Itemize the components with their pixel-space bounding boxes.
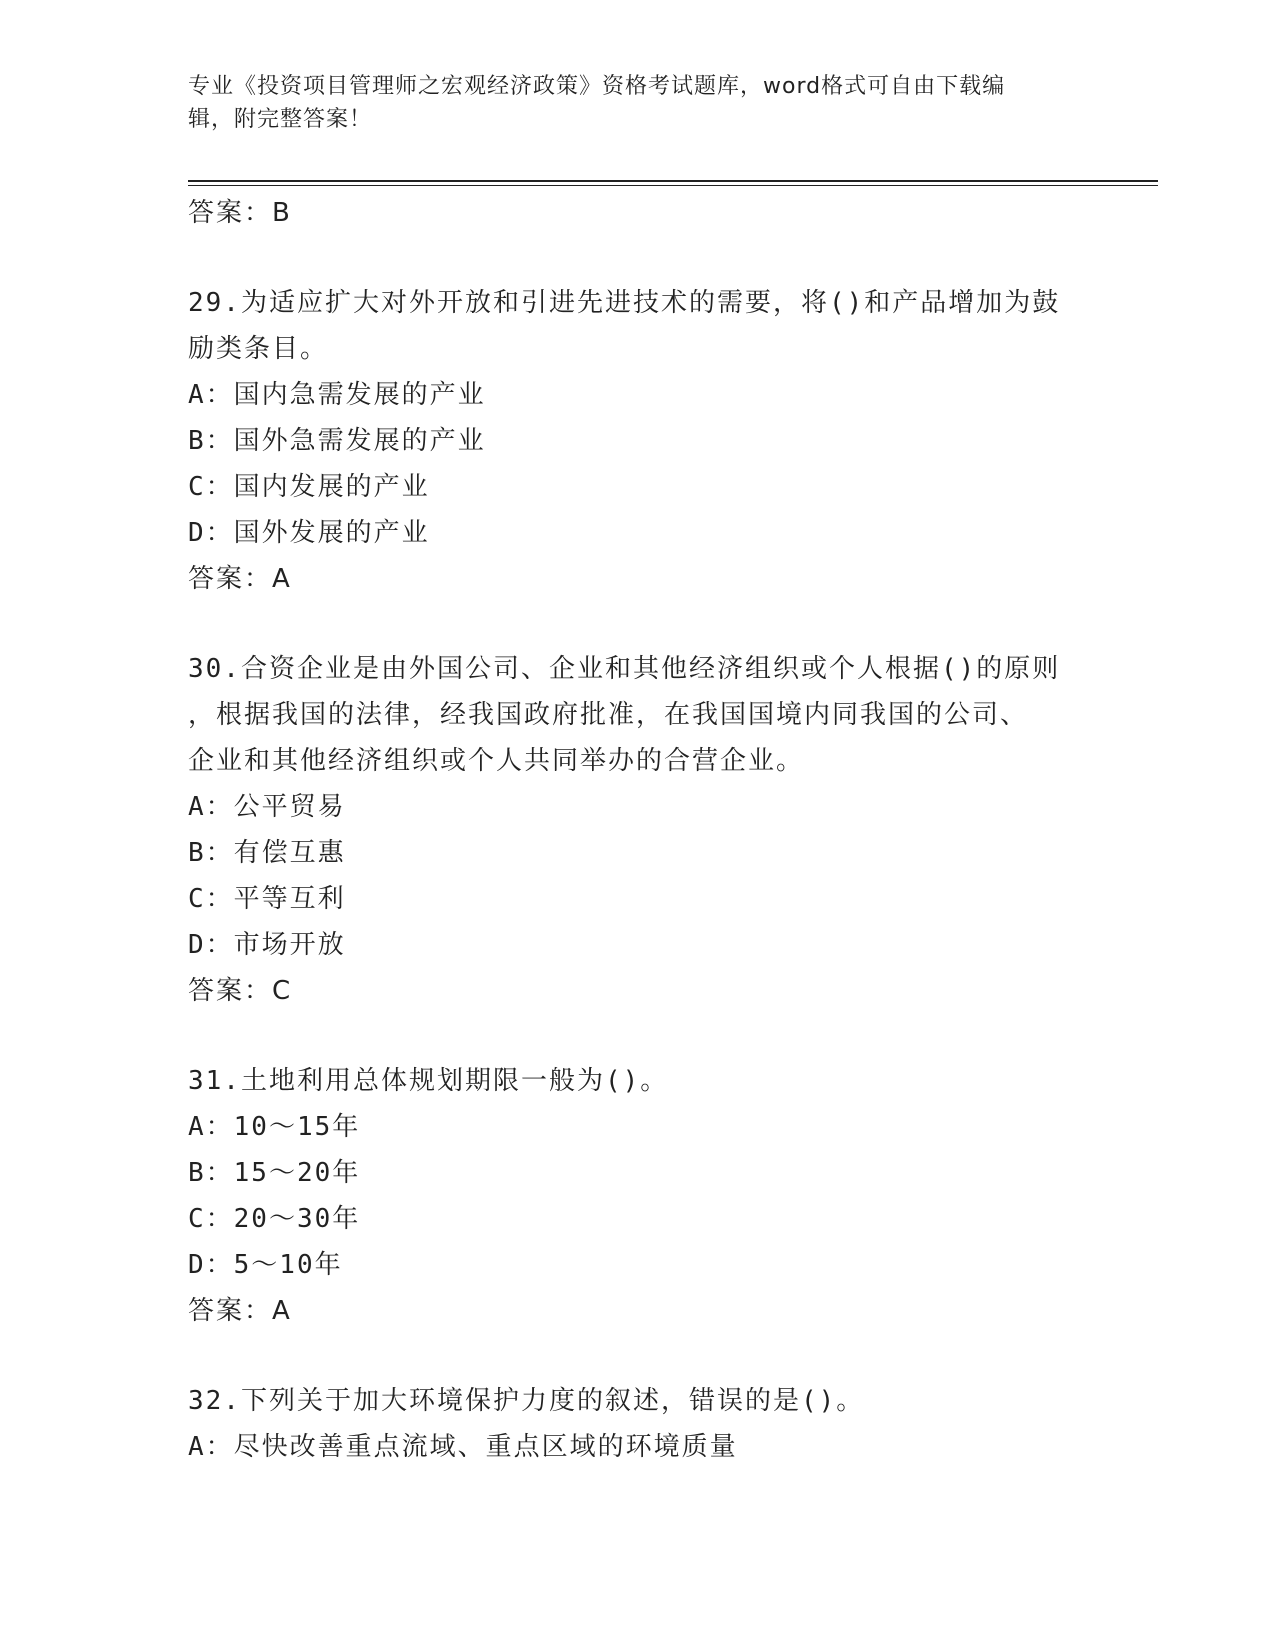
answer-30	[188, 968, 1088, 1014]
answer-label: 答案：	[188, 976, 273, 1006]
answer-label: 答案：	[188, 564, 273, 594]
question-32	[188, 1378, 1088, 1470]
option-b: B：有偿互惠	[188, 838, 346, 868]
question-31	[188, 1058, 1088, 1334]
header-line-1: 专业《投资项目管理师之宏观经济政策》资格考试题库，word格式可自由下载编	[188, 74, 1006, 99]
option-d: D：市场开放	[188, 930, 346, 960]
answer-label: 答案：	[188, 1296, 273, 1326]
option-c: C：20～30年	[188, 1204, 361, 1234]
question-content	[188, 190, 1088, 1470]
option-d: D：5～10年	[188, 1250, 343, 1280]
option-b: B：国外急需发展的产业	[188, 426, 486, 456]
answer-label: 答案：	[188, 198, 273, 228]
question-text-line: ，根据我国的法律，经我国政府批准，在我国国境内同我国的公司、	[188, 700, 1029, 730]
option-a: A：国内急需发展的产业	[188, 380, 486, 410]
option-d: D：国外发展的产业	[188, 518, 430, 548]
answer-29	[188, 556, 1088, 602]
answer-value: A	[272, 1296, 292, 1326]
question-30	[188, 646, 1088, 1014]
question-text-line: 31.土地利用总体规划期限一般为()。	[188, 1066, 669, 1096]
answer-value: B	[272, 198, 292, 228]
option-c: C：国内发展的产业	[188, 472, 430, 502]
question-text-line: 励类条目。	[188, 334, 329, 364]
header-rule-thick	[188, 180, 1158, 182]
option-b: B：15～20年	[188, 1158, 361, 1188]
option-a: A：公平贸易	[188, 792, 346, 822]
answer-value: C	[272, 976, 293, 1006]
question-text-line: 32.下列关于加大环境保护力度的叙述，错误的是()。	[188, 1386, 865, 1416]
document-header	[188, 70, 1088, 136]
question-29	[188, 280, 1088, 602]
answer-prev	[188, 190, 1088, 236]
option-c: C：平等互利	[188, 884, 346, 914]
question-text-line: 30.合资企业是由外国公司、企业和其他经济组织或个人根据()的原则	[188, 654, 1061, 684]
question-text-line: 企业和其他经济组织或个人共同举办的合营企业。	[188, 746, 805, 776]
option-a: A：10～15年	[188, 1112, 361, 1142]
question-text-line: 29.为适应扩大对外开放和引进先进技术的需要，将()和产品增加为鼓	[188, 288, 1061, 318]
header-line-2: 辑，附完整答案！	[188, 107, 373, 132]
answer-value: A	[272, 564, 292, 594]
answer-31	[188, 1288, 1088, 1334]
header-rule-thin	[188, 185, 1158, 186]
option-a: A：尽快改善重点流域、重点区域的环境质量	[188, 1432, 738, 1462]
